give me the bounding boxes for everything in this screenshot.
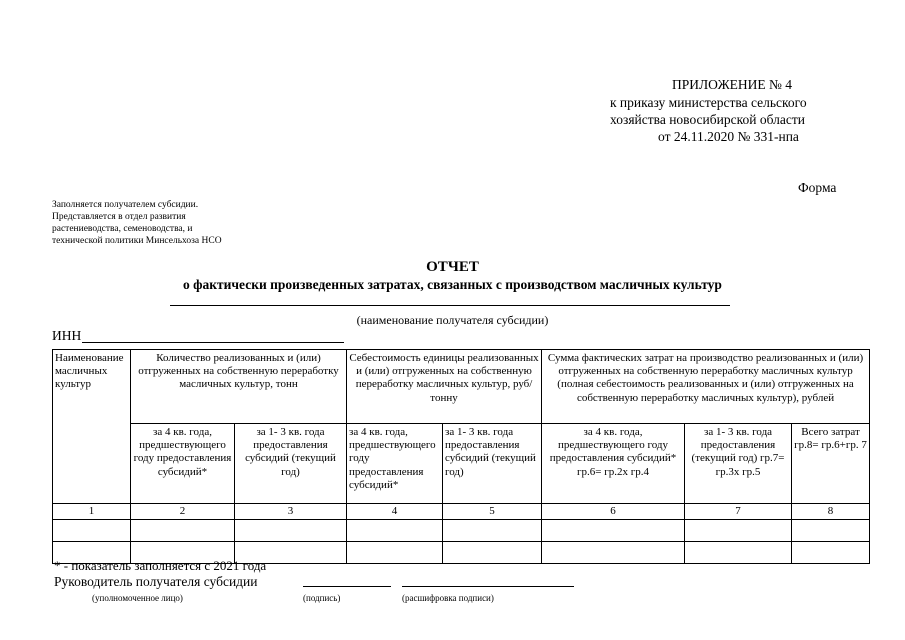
column-number: 1 [53,504,131,520]
table-cell[interactable] [685,520,792,542]
header-total-costs: Сумма фактических затрат на производство реализованных и (или) отгруженных на собственную переработку масличных культур (полная себестоимость реализованных и (или) отгруженных на собственную переработку масличных культур), рублей [542,350,870,424]
report-subtitle: о фактически произведенных затратах, связанных с производством масличных культур [183,277,722,292]
filler-note-line: растениеводства, семеноводства, и [52,224,193,234]
table-cell[interactable] [131,520,235,542]
header-unit-cost: Себестоимость единицы реализованных и (или) отгруженных на собственную переработку масличных культур, руб/тонну [347,350,542,424]
subheader-col7: за 1- 3 кв. года предоставления (текущий год) гр.7= гр.3х гр.5 [685,424,792,504]
column-number: 6 [542,504,685,520]
table-cell[interactable] [443,520,542,542]
column-number: 5 [443,504,542,520]
table-cell[interactable] [792,542,870,564]
footnote: * - показатель заполняется с 2021 года [54,558,267,573]
appendix-title: ПРИЛОЖЕНИЕ № 4 [672,77,793,92]
decoding-caption: (расшифровка подписи) [402,593,494,603]
inn-label: ИНН [52,328,82,343]
filler-note-line: Представляется в отдел развития [52,212,186,222]
column-number: 7 [685,504,792,520]
subheader-col2: за 4 кв. года, предшествующего году предоставления субсидий* [131,424,235,504]
column-number: 4 [347,504,443,520]
header-quantity: Количество реализованных и (или) отгруженных на собственную переработку масличных культур, тонн [131,350,347,424]
subheader-col5: за 1- 3 кв. года предоставления субсидий (текущий год) [443,424,542,504]
table-row [53,520,870,542]
table-cell[interactable] [792,520,870,542]
header-crop-name: Наименование масличных культур [53,350,131,504]
table-cell[interactable] [542,542,685,564]
table-cell[interactable] [542,520,685,542]
table-cell[interactable] [347,542,443,564]
decoding-line [402,586,574,587]
table-cell[interactable] [685,542,792,564]
table-cell[interactable] [235,520,347,542]
filler-note-line: технической политики Минсельхоза НСО [52,236,222,246]
subheader-col8: Всего затрат гр.8= гр.6+гр. 7 [792,424,870,504]
head-label: Руководитель получателя субсидии [54,574,258,589]
subheader-col6: за 4 кв. года, предшествующего году предоставления субсидий* гр.6= гр.2х гр.4 [542,424,685,504]
form-label: Форма [798,180,837,195]
subheader-col3: за 1- 3 кв. года предоставления субсидий (текущий год) [235,424,347,504]
appendix-order-line: к приказу министерства сельского [610,95,807,110]
column-number: 8 [792,504,870,520]
report-table [52,349,870,564]
recipient-name-line [170,305,730,306]
authorized-caption: (уполномоченное лицо) [92,593,183,603]
filler-note-line: Заполняется получателем субсидии. [52,200,199,210]
table-cell[interactable] [53,520,131,542]
subheader-col4: за 4 кв. года, предшествующего году предоставления субсидий* [347,424,443,504]
column-number: 2 [131,504,235,520]
signature-line [303,586,391,587]
appendix-ministry-line: хозяйства новосибирской области [610,112,805,127]
signature-caption: (подпись) [303,593,341,603]
appendix-date-line: от 24.11.2020 № 331-нпа [658,129,799,144]
table-cell[interactable] [347,520,443,542]
column-number: 3 [235,504,347,520]
table-cell[interactable] [443,542,542,564]
inn-line [82,342,344,343]
report-title: ОТЧЕТ [426,259,479,275]
recipient-caption: (наименование получателя субсидии) [356,313,549,327]
